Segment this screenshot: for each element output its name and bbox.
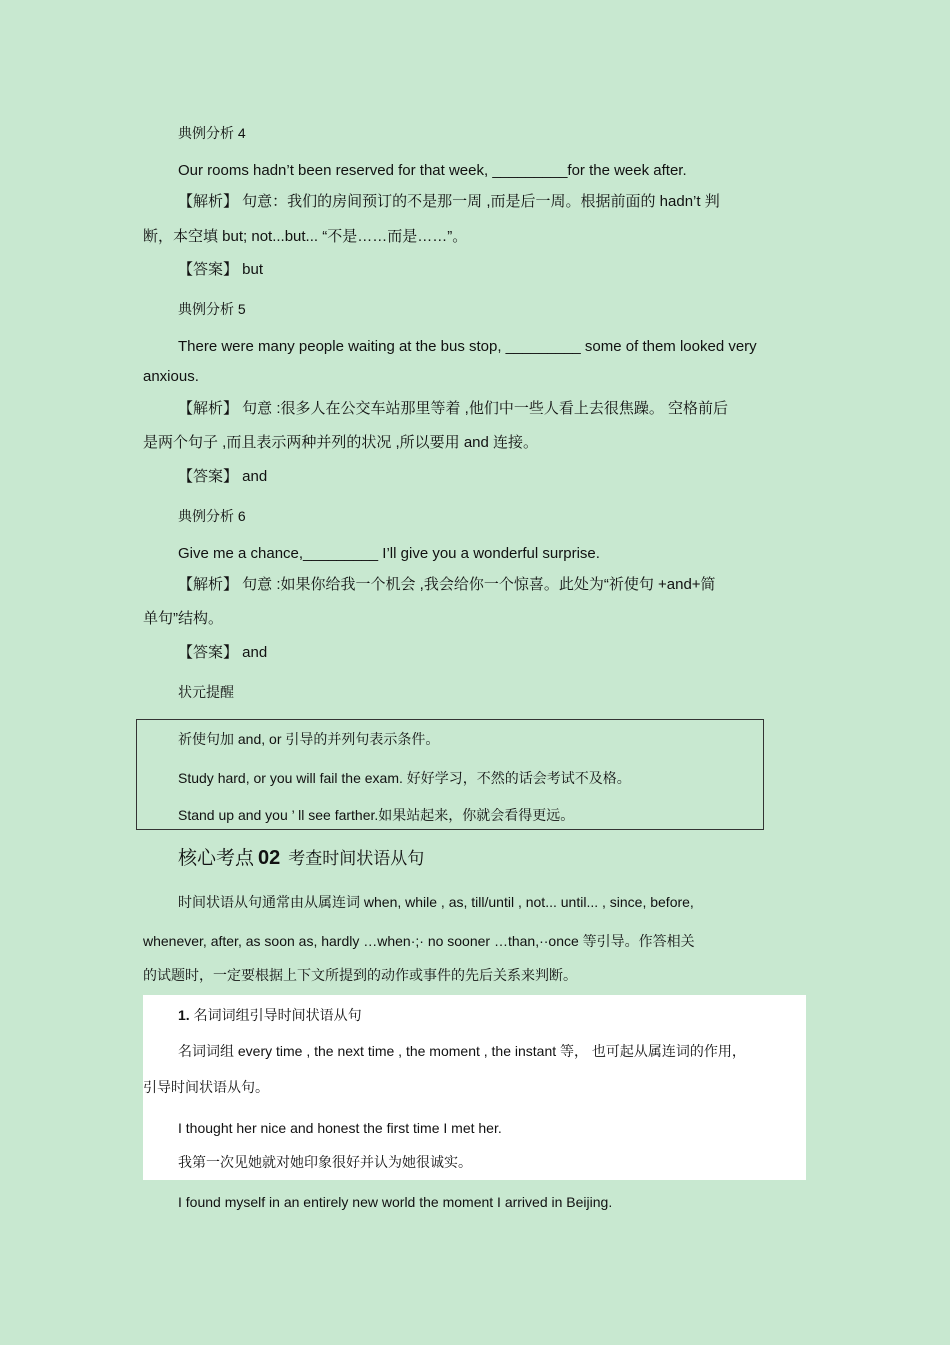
tip-line-1: 祈使句加 and, or 引导的并列句表示条件。 — [178, 731, 440, 747]
example-4-analysis-line-2: 断，本空填 but; not...but... “不是……而是……”。 — [143, 228, 468, 245]
core-heading — [178, 846, 424, 871]
section-1-number: 1. — [178, 1007, 190, 1023]
core-heading-title: 考查时间状语从句 — [288, 849, 425, 868]
example-6-title: 典例分析 6 — [178, 508, 246, 524]
section-1-example-zh: 我第一次见她就对她印象很好并认为她很诚实。 — [178, 1154, 472, 1170]
tip-title: 状元提醒 — [178, 684, 234, 700]
section-1-title: 名词词组引导时间状语从句 — [193, 1007, 362, 1023]
core-heading-number: 02 — [258, 847, 281, 869]
core-intro-line-3: 的试题时，一定要根据上下文所提到的动作或事件的先后关系来判断。 — [143, 967, 577, 983]
example-4-title: 典例分析 4 — [178, 125, 246, 141]
example-5-answer: 【答案】 and — [178, 468, 268, 485]
section-1-heading — [178, 1005, 362, 1025]
example-6-analysis-line-1: 【解析】 句意 :如果你给我一个机会 ,我会给你一个惊喜。此处为“祈使句 +and+简 — [178, 576, 716, 593]
example-5-analysis-line-1: 【解析】 句意 :很多人在公交车站那里等着 ,他们中一些人看上去很焦躁。 空格前后 — [178, 400, 729, 417]
tip-line-3: Stand up and you ’ ll see farther.如果站起来，你就会看得更远。 — [178, 807, 575, 823]
core-heading-prefix: 核心考点 — [178, 848, 255, 869]
example-6-analysis-line-2: 单句”结构。 — [143, 610, 223, 627]
section-1-desc-line-1: 名词词组 every time , the next time , the moment , the instant 等， 也可起从属连词的作用， — [178, 1043, 746, 1059]
example-6-question: Give me a chance,_________ I’ll give you a wonderful surprise. — [178, 545, 600, 562]
last-example: I found myself in an entirely new world the moment I arrived in Beijing. — [178, 1194, 613, 1210]
example-6-answer: 【答案】 and — [178, 644, 268, 661]
example-4-analysis-line-1: 【解析】 句意：我们的房间预订的不是那一周 ,而是后一周。根据前面的 hadn’t 判 — [178, 193, 720, 210]
example-5-question-line-2: anxious. — [143, 368, 199, 385]
section-1-desc-line-2: 引导时间状语从句。 — [143, 1079, 269, 1095]
example-5-title: 典例分析 5 — [178, 301, 246, 317]
example-5-question-line-1: There were many people waiting at the bus stop, _________ some of them looked very — [178, 338, 757, 355]
example-5-analysis-line-2: 是两个句子 ,而且表示两种并列的状况 ,所以要用 and 连接。 — [143, 434, 539, 451]
core-intro-line-2: whenever, after, as soon as, hardly …when·;· no sooner …than,··once 等引导。作答相关 — [143, 933, 695, 949]
core-intro-line-1: 时间状语从句通常由从属连词 when, while , as, till/until , not... until... , since, before, — [178, 894, 694, 910]
example-4-answer: 【答案】 but — [178, 261, 264, 278]
section-1-example-en: I thought her nice and honest the first time I met her. — [178, 1120, 502, 1136]
example-4-question: Our rooms hadn’t been reserved for that week, _________for the week after. — [178, 162, 687, 179]
tip-line-2: Study hard, or you will fail the exam. 好好学习，不然的话会考试不及格。 — [178, 770, 631, 786]
